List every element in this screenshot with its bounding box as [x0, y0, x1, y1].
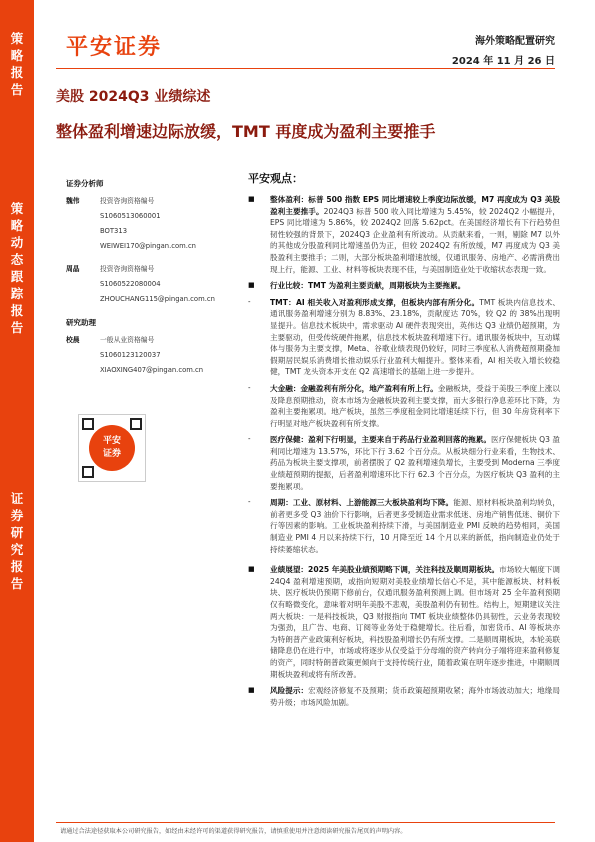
viewpoint-item	[248, 297, 560, 378]
viewpoint-item	[248, 564, 560, 680]
brand-logo: 平安证券	[66, 35, 163, 60]
header-divider	[56, 68, 555, 69]
viewpoint-text: 市场较大幅度下调 24Q4 盈利增速预期，或指向短期对美股业绩增长信心不足，其中能源板块、材料板块、医疗板块仍预期下修前台，仅通讯服务盈利预测上调。但市场对 25 全年盈利预期仅有略微变化，意味着对明年美股不悲观，美股盈利仍有韧性。结构上，短期建议关注两大板块：一是科技板块，Q3 财报指向 TMT 板块业绩整体仍具韧性，云业务表现较为强劲，且广告、电商、订阅等业务处于稳健增长。往后看，加密货币、AI 等板块亦为特朗普产业政策利好板块，科技股盈利增长仍有所支撑。二是顺周期板块，本轮美联储降息仍在进行中，市场或将逐步从仅受益于分母端的资产转向分子端将迎来盈利修复的资产，同时特朗普政策更倾向于支持传统行业，随着政策在明年逐步推进，中期顺周期板块盈利或将有所改善。	[270, 565, 561, 679]
report-date: 2024 年 11 月 26 日	[451, 56, 555, 67]
sidebar-char: 证	[10, 491, 24, 506]
sidebar-label-report-type	[0, 30, 34, 98]
viewpoint-lead: 风险提示：	[270, 686, 309, 696]
viewpoint-lead: 医疗保健：盈利下行明显，主要来自于药品行业盈利回落的拖累。	[270, 435, 491, 445]
sidebar-char: 报	[10, 559, 24, 574]
viewpoint-item	[248, 685, 560, 708]
viewpoint-item	[248, 280, 560, 292]
analyst-credential: S1060522080004	[100, 280, 161, 288]
assistant-section-label: 研究助理	[66, 318, 96, 327]
sidebar-char: 报	[10, 303, 24, 318]
sidebar-char: 报	[10, 65, 24, 80]
analyst-list	[66, 194, 226, 307]
viewpoint-lead: 行业比较：TMT 为盈利主要贡献，周期板块为主要拖累。	[270, 281, 466, 291]
report-subtitle: 美股 2024Q3 业绩综述	[56, 89, 211, 105]
square-bullet-icon: ■	[248, 686, 255, 695]
analyst-credential: 一般从业资格编号	[100, 336, 155, 344]
analyst-entry	[66, 194, 226, 254]
qr-corner-mark	[82, 466, 94, 478]
analyst-name: 校晨	[66, 336, 80, 344]
sidebar-char: 策	[10, 31, 24, 46]
footer-divider	[56, 822, 555, 823]
viewpoint-item	[248, 434, 560, 492]
viewpoint-lead: 大金融：金融盈利有所分化，地产盈利有所上行。	[270, 383, 438, 393]
qr-code	[78, 414, 146, 482]
sidebar-char: 研	[10, 525, 24, 540]
analyst-name: 魏伟	[66, 197, 80, 205]
sidebar-char: 策	[10, 201, 24, 216]
viewpoints-list	[248, 194, 560, 708]
qr-corner-mark	[130, 418, 142, 430]
sidebar-char: 告	[10, 82, 24, 97]
viewpoints-column	[248, 170, 560, 713]
sidebar-band	[0, 0, 34, 842]
viewpoint-item	[248, 497, 560, 555]
viewpoints-title: 平安观点：	[248, 172, 303, 185]
report-type: 海外策略配置研究	[475, 36, 555, 47]
dash-bullet-icon: -	[248, 435, 251, 444]
viewpoint-item	[248, 383, 560, 429]
viewpoint-lead: TMT：AI 相关收入对盈利形成支撑，但板块内部有所分化。	[270, 297, 480, 307]
analyst-credential: 投资咨询资格编号	[100, 197, 155, 205]
square-bullet-icon: ■	[248, 195, 255, 203]
viewpoint-item	[248, 194, 560, 275]
sidebar-label-research	[0, 490, 34, 592]
viewpoint-lead: 业绩展望：2025 年美股业绩预期略下调，关注科技及顺周期板块。	[270, 565, 500, 575]
qr-corner-mark	[82, 418, 94, 430]
assistant-list	[66, 333, 226, 378]
analyst-email[interactable]: XIAOXING407@pingan.com.cn	[100, 366, 204, 374]
square-bullet-icon: ■	[248, 565, 255, 574]
sidebar-char: 踪	[10, 286, 24, 301]
analyst-entry	[66, 262, 226, 307]
square-bullet-icon: ■	[248, 281, 255, 290]
dash-bullet-icon: -	[248, 498, 251, 507]
qr-logo: 平安 证券	[89, 425, 135, 471]
report-headline: 整体盈利增速边际放缓，TMT 再度成为盈利主要推手	[56, 122, 436, 141]
analyst-section-label: 证券分析师	[66, 179, 104, 188]
analyst-credential: S1060123120037	[100, 351, 161, 359]
dash-bullet-icon: -	[248, 383, 251, 392]
analyst-email[interactable]: WEIWEI170@pingan.com.cn	[100, 242, 196, 250]
dash-bullet-icon: -	[248, 297, 251, 306]
sidebar-char: 告	[10, 320, 24, 335]
analyst-credential: 投资咨询资格编号	[100, 265, 155, 273]
sidebar-char: 略	[10, 48, 24, 63]
viewpoint-text: 宏观经济修复不及预期；货币政策超预期收紧；海外市场波动加大；地缘局势升级；市场风险加剧。	[270, 686, 561, 707]
viewpoint-text: TMT 板块内信息技术、通讯服务盈利增速分别为 8.83%、23.18%，贡献度达 70%，较 Q2 的 38%出现明显提升。信息技术板块中，需求驱动 AI 硬件表现突出，英伟达 Q3 业绩仍超预期，为主要驱动，但受传统硬件拖累，信息技术板块盈利增速下行。通讯服务板块中，互动媒体与服务为主要支撑，Meta、谷歌业绩表现仍较好，同时三季度私人消费超预期叠加假期居民娱乐消费增长推动娱乐行业盈利大幅提升。整体来看，AI 相关收入增长较稳健，TMT 龙头资本开支在 Q2 高速增长的基础上进一步提升。	[270, 297, 560, 377]
sidebar-char: 告	[10, 576, 24, 591]
analyst-credential: BOT313	[100, 227, 128, 235]
viewpoint-text: 能源、原材料板块盈利均转负，前者更多受 Q3 油价下行影响，后者更多受制造业需求低迷、房地产销售低迷、铜价下行等因素的影响。工业板块盈利持续下滑，与美国制造业 PMI 反映的趋势相同，美国制造业 PMI 4 月以来持续下行，10 月降至近 14 个月以来的新低，指向制造业仍处于持续萎缩状态。	[270, 498, 561, 554]
viewpoint-text: 医疗保健板块 Q3 盈利同比增速为 13.57%，环比下行 3.62 个百分点。从板块细分行业来看，生物技术、药品为板块主要支撑项，前者摆脱了 Q2 盈利增速负增长，主要受到 Moderna 三季度业绩超预期的提振，后者盈利增速环比下行 62.3 个百分点，为医疗板块 Q3 盈利的主要拖累项。	[270, 435, 561, 491]
viewpoint-text: 金融板块，受益于美股三季度上涨以及降息预期推动，资本市场为金融板块盈利主要支撑，而大多银行净息差环比下降，为盈利主要拖累项。地产板块，虽然三季度租金同比增速延续下行，但 30 年房贷利率下行明显对地产板块盈利有所支撑。	[270, 383, 561, 428]
sidebar-label-tracking	[0, 200, 34, 336]
analyst-email[interactable]: ZHOUCHANG115@pingan.com.cn	[100, 295, 215, 303]
sidebar-char: 略	[10, 218, 24, 233]
analyst-entry	[66, 333, 226, 378]
analyst-name: 周晶	[66, 265, 80, 273]
viewpoint-text: 2024Q3 标普 500 收入同比增速为 5.45%，较 2024Q2 小幅提升，EPS 同比增速为 5.86%，较 2024Q2 回落 5.62pct。在美国经济增长有下行趋势但韧性较强的背景下，2024Q3 企业盈利有所波动。从贡献来看，一则，剔除 M7 以外的其他成分股盈利同比增速虽仍为正，但较 2024Q2 有所放缓，M7 再度成为 Q3 美股盈利主要推手；二则，大部分板块盈利增速放缓，仅通讯服务、房地产、必需消费出现上行，能源、工业、材料等板块表现不佳，与美国制造业处于收缩状态表现一致。	[270, 206, 561, 274]
analyst-credential: S1060513060001	[100, 212, 161, 220]
sidebar-char: 券	[10, 508, 24, 523]
viewpoint-lead: 周期：工业、原材料、上游能源三大板块盈利均下降。	[270, 498, 454, 508]
footer-disclaimer: 请通过合法途径获取本公司研究报告，如经由未经许可的渠道获得研究报告，请慎重使用并注意阅读研究报告尾页的声明内容。	[60, 828, 407, 835]
author-column	[66, 176, 226, 386]
sidebar-char: 究	[10, 542, 24, 557]
viewpoint-lead: 整体盈利：标普 500 指数 EPS 同比增速较上季度边际放缓，M7 再度成为 Q3 美股盈利主要推手。	[270, 195, 560, 216]
sidebar-char: 跟	[10, 269, 24, 284]
sidebar-char: 动	[10, 235, 24, 250]
sidebar-char: 态	[10, 252, 24, 267]
